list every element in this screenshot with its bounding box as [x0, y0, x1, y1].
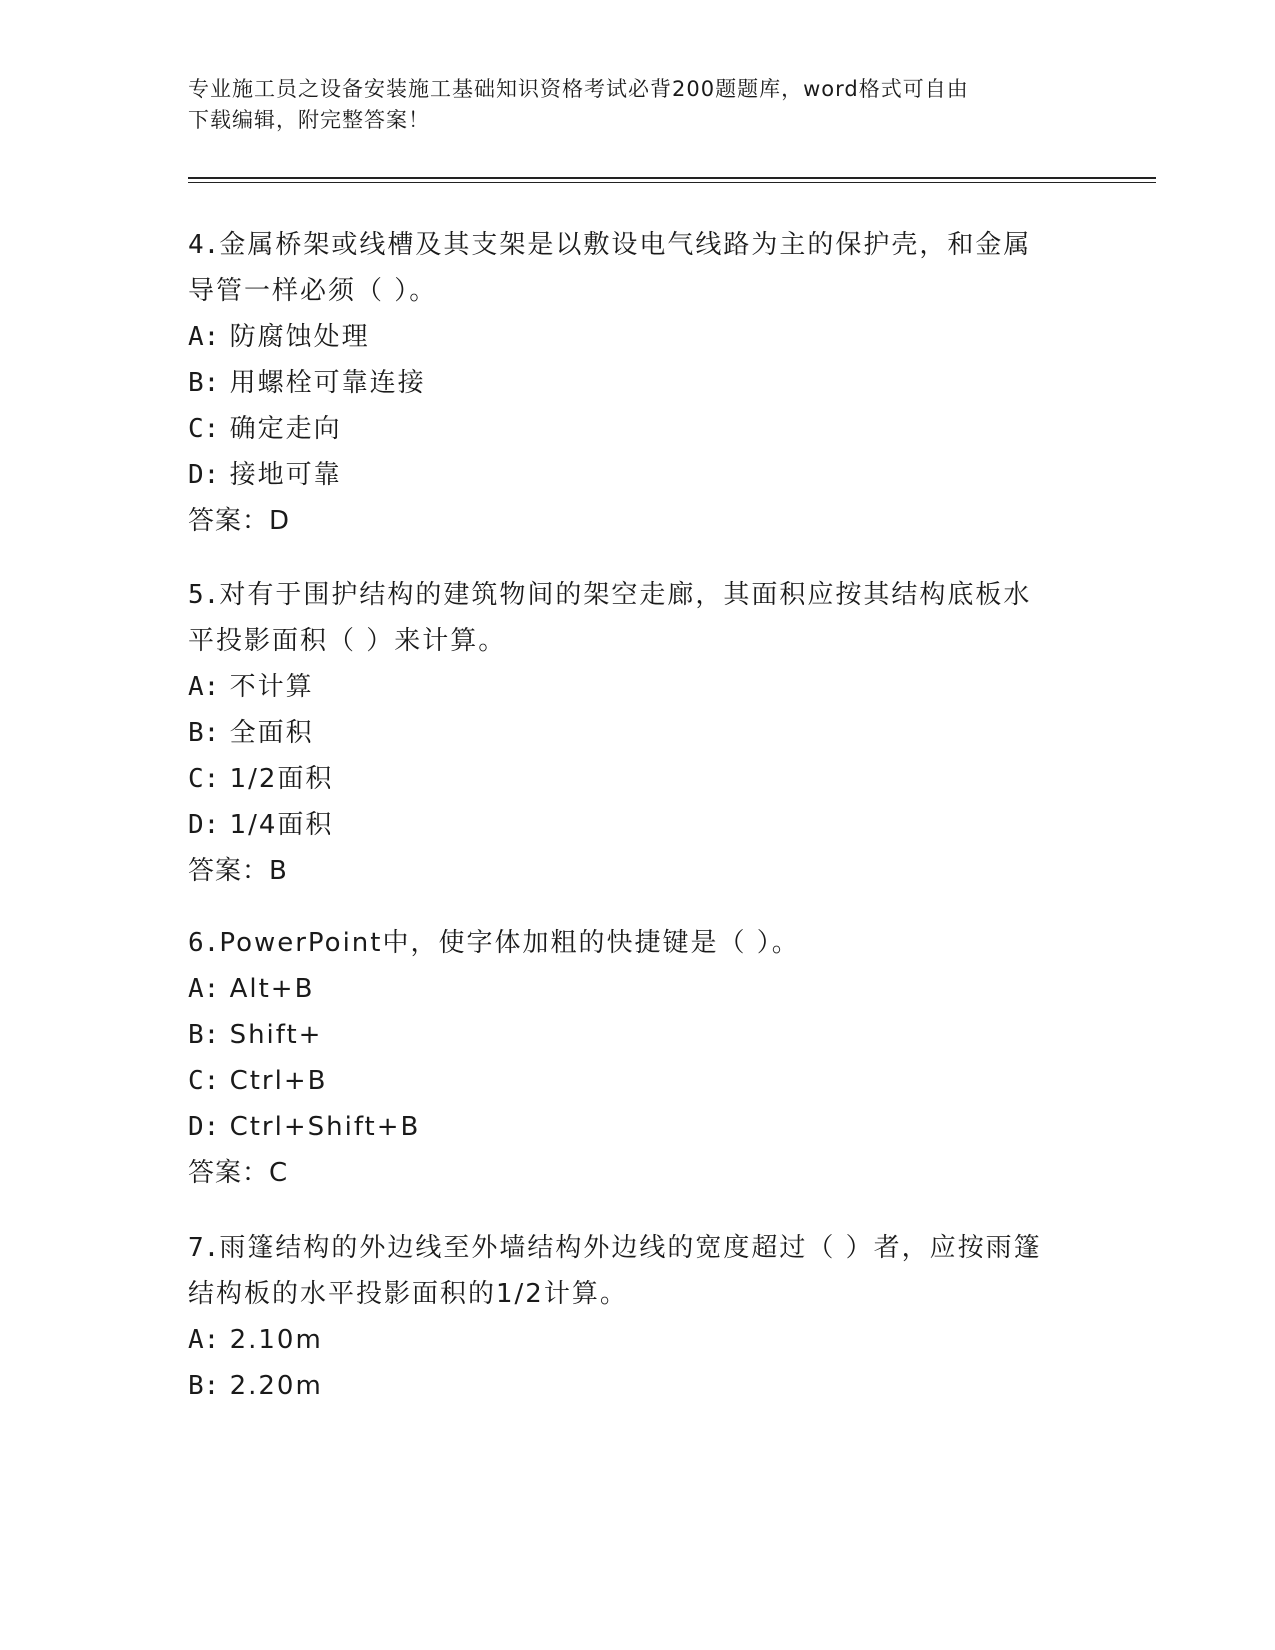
option-b	[188, 710, 1088, 756]
option-text: Ctrl+Shift+B	[229, 1112, 421, 1142]
option-text: 不计算	[229, 672, 314, 702]
question-text-line-2: 结构板的水平投影面积的1/2计算。	[188, 1279, 628, 1309]
option-text: 全面积	[229, 718, 314, 748]
option-text: Alt+B	[229, 974, 315, 1004]
option-key: A:	[188, 974, 220, 1004]
question-number: 7.	[188, 1233, 220, 1263]
question-4	[188, 222, 1088, 544]
option-a	[188, 664, 1088, 710]
answer-line: 答案：D	[188, 506, 291, 536]
document-header	[188, 74, 1068, 136]
option-key: A:	[188, 1325, 220, 1355]
option-a	[188, 1317, 1088, 1363]
option-b	[188, 1363, 1088, 1409]
option-text: 确定走向	[229, 414, 342, 444]
option-c	[188, 756, 1088, 802]
option-key: C:	[188, 764, 220, 794]
option-key: B:	[188, 718, 220, 748]
question-text-line-2: 导管一样必须（ ）。	[188, 276, 438, 306]
question-stem	[188, 1225, 1088, 1271]
option-key: B:	[188, 1371, 220, 1401]
option-key: A:	[188, 672, 220, 702]
question-number: 6.	[188, 928, 220, 958]
option-d	[188, 802, 1088, 848]
option-text: 2.20m	[229, 1371, 323, 1401]
question-6	[188, 920, 1088, 1196]
option-c	[188, 1058, 1088, 1104]
option-key: D:	[188, 810, 220, 840]
question-number: 5.	[188, 580, 220, 610]
option-key: A:	[188, 322, 220, 352]
option-c	[188, 406, 1088, 452]
option-key: C:	[188, 414, 220, 444]
header-rule-thin	[188, 182, 1156, 183]
option-b	[188, 1012, 1088, 1058]
option-text: Shift+	[229, 1020, 323, 1050]
question-stem	[188, 222, 1088, 268]
option-key: D:	[188, 1112, 220, 1142]
option-d	[188, 1104, 1088, 1150]
option-a	[188, 966, 1088, 1012]
answer-line: 答案：B	[188, 856, 288, 886]
question-number: 4.	[188, 230, 220, 260]
option-key: B:	[188, 368, 220, 398]
question-5	[188, 572, 1088, 894]
question-stem	[188, 920, 1088, 966]
option-text: 2.10m	[229, 1325, 323, 1355]
question-text-line-1: 对有于围护结构的建筑物间的架空走廊，其面积应按其结构底板水	[219, 580, 1032, 610]
option-text: 接地可靠	[229, 460, 342, 490]
option-key: D:	[188, 460, 220, 490]
question-stem	[188, 572, 1088, 618]
option-text: 1/4面积	[229, 810, 334, 840]
answer-line: 答案：C	[188, 1158, 289, 1188]
header-line-2: 下载编辑，附完整答案！	[188, 108, 430, 132]
question-text-line-1: PowerPoint中，使字体加粗的快捷键是（ ）。	[219, 928, 800, 958]
question-7	[188, 1225, 1088, 1409]
option-b	[188, 360, 1088, 406]
option-key: C:	[188, 1066, 220, 1096]
question-text-line-1: 雨篷结构的外边线至外墙结构外边线的宽度超过（ ）者，应按雨篷	[219, 1233, 1042, 1263]
header-rule-thick	[188, 177, 1156, 179]
option-key: B:	[188, 1020, 220, 1050]
header-line-1: 专业施工员之设备安装施工基础知识资格考试必背200题题库，word格式可自由	[188, 77, 969, 101]
question-text-line-2: 平投影面积（ ）来计算。	[188, 626, 507, 656]
option-text: 1/2面积	[229, 764, 334, 794]
option-text: 防腐蚀处理	[229, 322, 370, 352]
option-d	[188, 452, 1088, 498]
option-a	[188, 314, 1088, 360]
option-text: Ctrl+B	[229, 1066, 328, 1096]
option-text: 用螺栓可靠连接	[229, 368, 426, 398]
question-text-line-1: 金属桥架或线槽及其支架是以敷设电气线路为主的保护壳，和金属	[219, 230, 1032, 260]
